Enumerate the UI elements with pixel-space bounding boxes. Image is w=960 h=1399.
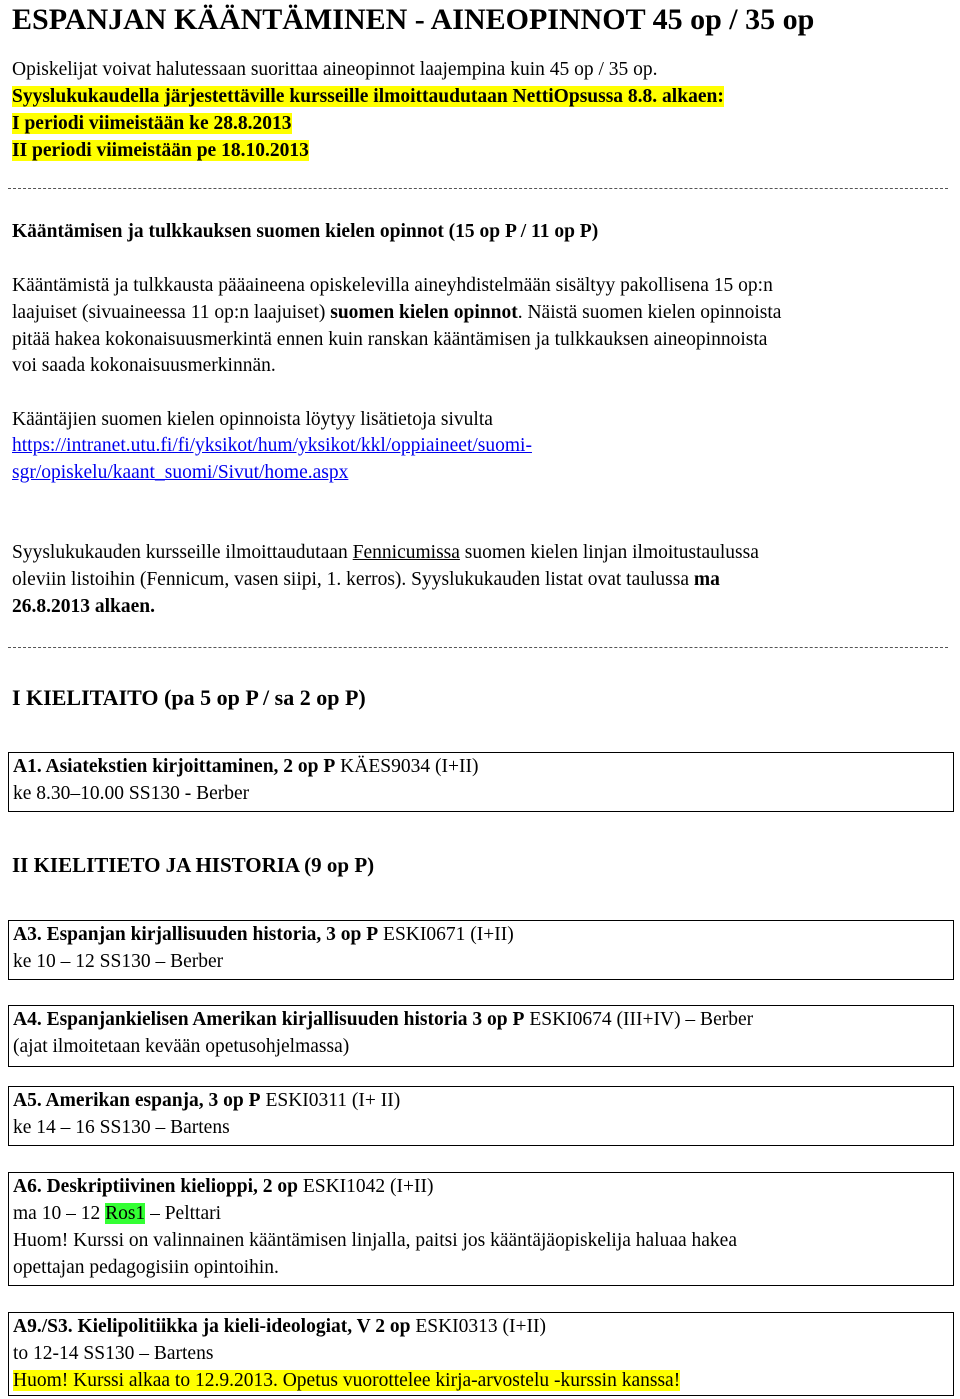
course-schedule: ke 8.30–10.00 SS130 - Berber bbox=[13, 783, 250, 804]
course-title: A1. Asiatekstien kirjoittaminen, 2 op P KÄES9034 (I+II) bbox=[13, 756, 479, 777]
finnish-p1-line2: laajuiset (sivuaineessa 11 op:n laajuiset) suomen kielen opinnot. Näistä suomen kielen opinnoista bbox=[12, 302, 782, 323]
intro-line-1: Opiskelijat voivat halutessaan suorittaa aineopinnot laajempina kuin 45 op / 35 op. bbox=[12, 59, 658, 80]
course-schedule: ma 10 – 12 Ros1 – Pelttari bbox=[13, 1203, 222, 1224]
course-title: A3. Espanjan kirjallisuuden historia, 3 op P ESKI0671 (I+II) bbox=[13, 924, 514, 945]
course-box-a6 bbox=[8, 1172, 954, 1286]
finnish-p2-line1: Kääntäjien suomen kielen opinnoista löytyy lisätietoja sivulta bbox=[12, 409, 493, 430]
course-box-a3 bbox=[8, 920, 954, 980]
finnish-p3-line2: oleviin listoihin (Fennicum, vasen siipi, 1. kerros). Syyslukukauden listat ovat taulussa ma bbox=[12, 569, 720, 590]
course-schedule: to 12-14 SS130 – Bartens bbox=[13, 1343, 214, 1364]
course-title: A9./S3. Kielipolitiikka ja kieli-ideologiat, V 2 op ESKI0313 (I+II) bbox=[13, 1316, 547, 1337]
page-title: ESPANJAN KÄÄNTÄMINEN - AINEOPINNOT 45 op / 35 op bbox=[12, 3, 815, 36]
course-title: A4. Espanjankielisen Amerikan kirjallisuuden historia 3 op P ESKI0674 (III+IV) – Berber bbox=[13, 1009, 754, 1030]
course-title: A5. Amerikan espanja, 3 op P ESKI0311 (I+ II) bbox=[13, 1090, 401, 1111]
course-box-a1 bbox=[8, 752, 954, 812]
course-schedule: (ajat ilmoitetaan kevään opetusohjelmassa) bbox=[13, 1036, 350, 1057]
course-box-a5 bbox=[8, 1086, 954, 1146]
finnish-p1-line3: pitää hakea kokonaisuusmerkintä ennen kuin ranskan kääntämisen ja tulkkauksen aineopinnoista bbox=[12, 329, 768, 350]
intro-registration: Syyslukukaudella järjestettäville kursseille ilmoittaudutaan NettiOpsussa 8.8. alkaen: bbox=[12, 86, 724, 107]
finnish-p1-line1: Kääntämistä ja tulkkausta pääaineena opiskelevilla aineyhdistelmään sisältyy pakollisena 15 op:n bbox=[12, 275, 773, 296]
course-note-line2: opettajan pedagogisiin opintoihin. bbox=[13, 1257, 279, 1278]
course-title: A6. Deskriptiivinen kielioppi, 2 op ESKI1042 (I+II) bbox=[13, 1176, 434, 1197]
room-badge: Ros1 bbox=[105, 1203, 146, 1224]
finnish-p3-line3: 26.8.2013 alkaen. bbox=[12, 596, 156, 617]
finnish-studies-heading: Kääntämisen ja tulkkauksen suomen kielen opinnot (15 op P / 11 op P) bbox=[12, 221, 599, 242]
section-kielitieto-heading: II KIELITIETO JA HISTORIA (9 op P) bbox=[12, 853, 375, 877]
dashed-separator bbox=[8, 188, 948, 189]
section-kielitaito-heading: I KIELITAITO (pa 5 op P / sa 2 op P) bbox=[12, 685, 366, 710]
course-note: Huom! Kurssi alkaa to 12.9.2013. Opetus vuorottelee kirja-arvostelu -kurssin kanssa! bbox=[13, 1370, 681, 1391]
intro-period-1: I periodi viimeistään ke 28.8.2013 bbox=[12, 113, 292, 134]
finnish-p1-line4: voi saada kokonaisuusmerkinnän. bbox=[12, 355, 276, 376]
intranet-link-line1[interactable]: https://intranet.utu.fi/fi/yksikot/hum/yksikot/kkl/oppiaineet/suomi- bbox=[12, 435, 532, 456]
course-box-a4 bbox=[8, 1005, 954, 1067]
course-box-a9 bbox=[8, 1312, 954, 1396]
course-schedule: ke 14 – 16 SS130 – Bartens bbox=[13, 1117, 230, 1138]
course-schedule: ke 10 – 12 SS130 – Berber bbox=[13, 951, 224, 972]
dashed-separator bbox=[8, 647, 948, 648]
course-note-line1: Huom! Kurssi on valinnainen kääntämisen linjalla, paitsi jos kääntäjäopiskelija haluaa hakea bbox=[13, 1230, 737, 1251]
intro-period-2: II periodi viimeistään pe 18.10.2013 bbox=[12, 140, 309, 161]
intranet-link-line2[interactable]: sgr/opiskelu/kaant_suomi/Sivut/home.aspx bbox=[12, 462, 349, 483]
finnish-p3-line1: Syyslukukauden kursseille ilmoittaudutaan Fennicumissa suomen kielen linjan ilmoitustaulussa bbox=[12, 542, 759, 563]
